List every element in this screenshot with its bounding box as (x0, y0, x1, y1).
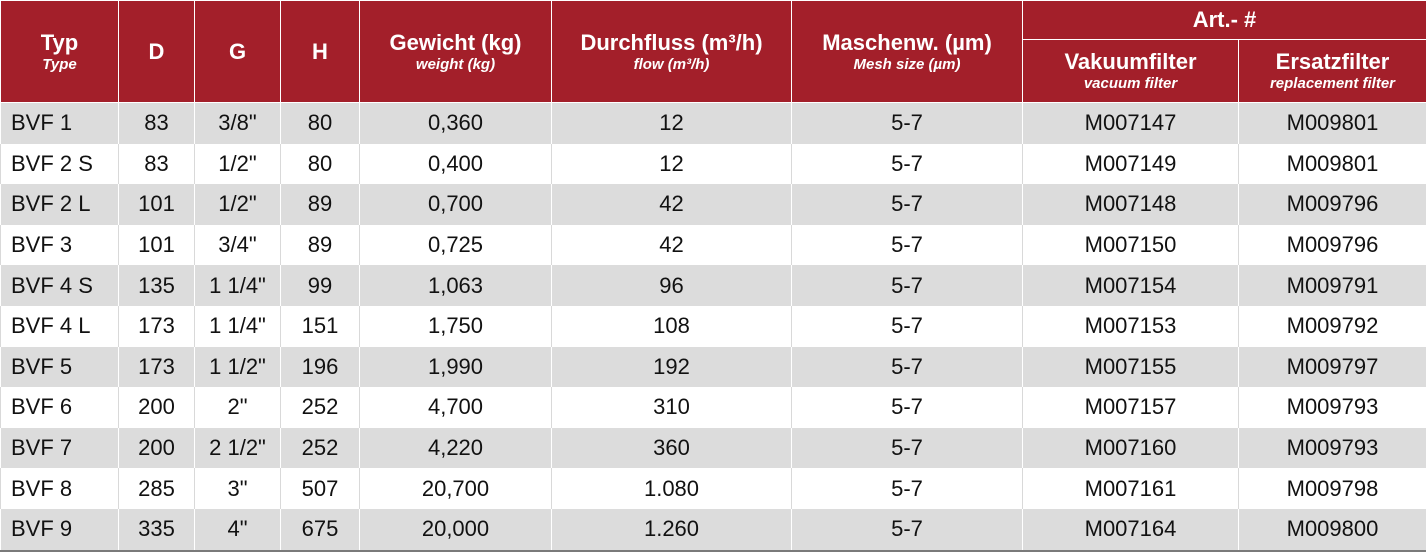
table-row (1, 103, 1426, 144)
cell-g: 1 1/2" (195, 347, 281, 388)
cell-g: 3" (195, 468, 281, 509)
cell-weight: 0,700 (360, 184, 552, 225)
cell-replacement-filter: M009792 (1239, 306, 1426, 347)
cell-vacuum-filter: M007148 (1023, 184, 1239, 225)
cell-weight: 20,000 (360, 509, 552, 551)
cell-h: 99 (281, 265, 360, 306)
cell-vacuum-filter: M007155 (1023, 347, 1239, 388)
table-row (1, 468, 1426, 509)
cell-mesh: 5-7 (792, 225, 1023, 266)
cell-type: BVF 5 (1, 347, 119, 388)
cell-d: 101 (119, 225, 195, 266)
header-weight (360, 1, 552, 103)
cell-flow: 108 (552, 306, 792, 347)
cell-vacuum-filter: M007164 (1023, 509, 1239, 551)
cell-weight: 1,750 (360, 306, 552, 347)
cell-d: 135 (119, 265, 195, 306)
cell-d: 173 (119, 306, 195, 347)
cell-h: 507 (281, 468, 360, 509)
cell-weight: 4,220 (360, 428, 552, 469)
cell-d: 285 (119, 468, 195, 509)
cell-flow: 12 (552, 103, 792, 144)
cell-d: 335 (119, 509, 195, 551)
cell-mesh: 5-7 (792, 509, 1023, 551)
cell-type: BVF 6 (1, 387, 119, 428)
header-mesh-label: Maschenw. (µm) (822, 29, 992, 55)
cell-vacuum-filter: M007150 (1023, 225, 1239, 266)
cell-replacement-filter: M009793 (1239, 428, 1426, 469)
header-h (281, 1, 360, 103)
cell-h: 80 (281, 103, 360, 144)
header-vacuum-label: Vakuumfilter (1064, 49, 1197, 74)
cell-h: 675 (281, 509, 360, 551)
header-art-number: Art.- # (1023, 1, 1426, 40)
header-replacement-label: Ersatzfilter (1275, 49, 1390, 74)
cell-mesh: 5-7 (792, 144, 1023, 185)
cell-weight: 1,063 (360, 265, 552, 306)
header-mesh-sublabel: Mesh size (µm) (853, 55, 961, 73)
table-row (1, 509, 1426, 551)
header-weight-sublabel: weight (kg) (415, 55, 496, 73)
header-type (1, 1, 119, 103)
table-row (1, 347, 1426, 388)
table-body (1, 103, 1426, 551)
cell-g: 1 1/4" (195, 265, 281, 306)
cell-replacement-filter: M009797 (1239, 347, 1426, 388)
table-row (1, 265, 1426, 306)
cell-d: 83 (119, 144, 195, 185)
cell-vacuum-filter: M007153 (1023, 306, 1239, 347)
table-row (1, 387, 1426, 428)
cell-vacuum-filter: M007157 (1023, 387, 1239, 428)
cell-type: BVF 1 (1, 103, 119, 144)
cell-replacement-filter: M009793 (1239, 387, 1426, 428)
cell-h: 89 (281, 225, 360, 266)
cell-type: BVF 7 (1, 428, 119, 469)
header-g (195, 1, 281, 103)
cell-flow: 192 (552, 347, 792, 388)
header-replacement-sublabel: replacement filter (1269, 75, 1396, 92)
cell-replacement-filter: M009801 (1239, 144, 1426, 185)
cell-type: BVF 2 S (1, 144, 119, 185)
cell-g: 1/2" (195, 184, 281, 225)
table-header (1, 1, 1426, 103)
cell-g: 2" (195, 387, 281, 428)
cell-d: 83 (119, 103, 195, 144)
cell-g: 2 1/2" (195, 428, 281, 469)
header-mesh (792, 1, 1023, 103)
header-vacuum-filter (1023, 40, 1239, 103)
cell-mesh: 5-7 (792, 306, 1023, 347)
cell-replacement-filter: M009800 (1239, 509, 1426, 551)
cell-replacement-filter: M009796 (1239, 184, 1426, 225)
cell-type: BVF 4 L (1, 306, 119, 347)
cell-flow: 96 (552, 265, 792, 306)
cell-mesh: 5-7 (792, 468, 1023, 509)
header-type-sublabel: Type (42, 55, 77, 73)
cell-flow: 42 (552, 225, 792, 266)
cell-weight: 1,990 (360, 347, 552, 388)
cell-h: 80 (281, 144, 360, 185)
header-vacuum-sublabel: vacuum filter (1083, 75, 1178, 92)
cell-mesh: 5-7 (792, 387, 1023, 428)
table-row (1, 306, 1426, 347)
table-row (1, 225, 1426, 266)
cell-d: 101 (119, 184, 195, 225)
cell-weight: 0,725 (360, 225, 552, 266)
cell-mesh: 5-7 (792, 103, 1023, 144)
cell-flow: 12 (552, 144, 792, 185)
cell-vacuum-filter: M007161 (1023, 468, 1239, 509)
cell-weight: 0,400 (360, 144, 552, 185)
table-row (1, 428, 1426, 469)
cell-d: 200 (119, 387, 195, 428)
cell-d: 200 (119, 428, 195, 469)
cell-mesh: 5-7 (792, 265, 1023, 306)
cell-flow: 310 (552, 387, 792, 428)
cell-flow: 42 (552, 184, 792, 225)
cell-vacuum-filter: M007147 (1023, 103, 1239, 144)
cell-h: 151 (281, 306, 360, 347)
header-weight-label: Gewicht (kg) (389, 29, 522, 55)
header-h-label: H (312, 38, 328, 64)
cell-flow: 1.080 (552, 468, 792, 509)
cell-g: 1/2" (195, 144, 281, 185)
cell-replacement-filter: M009801 (1239, 103, 1426, 144)
table-row (1, 144, 1426, 185)
cell-weight: 4,700 (360, 387, 552, 428)
cell-vacuum-filter: M007149 (1023, 144, 1239, 185)
cell-replacement-filter: M009796 (1239, 225, 1426, 266)
cell-weight: 20,700 (360, 468, 552, 509)
cell-type: BVF 9 (1, 509, 119, 551)
table-row (1, 184, 1426, 225)
cell-replacement-filter: M009798 (1239, 468, 1426, 509)
cell-h: 252 (281, 387, 360, 428)
header-flow-sublabel: flow (m³/h) (633, 55, 710, 73)
cell-h: 196 (281, 347, 360, 388)
cell-flow: 360 (552, 428, 792, 469)
cell-h: 89 (281, 184, 360, 225)
cell-type: BVF 8 (1, 468, 119, 509)
header-g-label: G (228, 38, 247, 64)
header-flow (552, 1, 792, 103)
cell-flow: 1.260 (552, 509, 792, 551)
cell-g: 3/8" (195, 103, 281, 144)
cell-g: 4" (195, 509, 281, 551)
cell-vacuum-filter: M007160 (1023, 428, 1239, 469)
cell-g: 1 1/4" (195, 306, 281, 347)
cell-mesh: 5-7 (792, 184, 1023, 225)
header-flow-label: Durchfluss (m³/h) (580, 29, 763, 55)
cell-mesh: 5-7 (792, 347, 1023, 388)
header-type-label: Typ (40, 29, 79, 55)
header-d (119, 1, 195, 103)
header-d-label: D (148, 38, 165, 64)
cell-replacement-filter: M009791 (1239, 265, 1426, 306)
cell-type: BVF 2 L (1, 184, 119, 225)
cell-vacuum-filter: M007154 (1023, 265, 1239, 306)
cell-h: 252 (281, 428, 360, 469)
cell-type: BVF 4 S (1, 265, 119, 306)
cell-type: BVF 3 (1, 225, 119, 266)
cell-d: 173 (119, 347, 195, 388)
header-replacement-filter (1239, 40, 1426, 103)
cell-g: 3/4" (195, 225, 281, 266)
cell-weight: 0,360 (360, 103, 552, 144)
cell-mesh: 5-7 (792, 428, 1023, 469)
